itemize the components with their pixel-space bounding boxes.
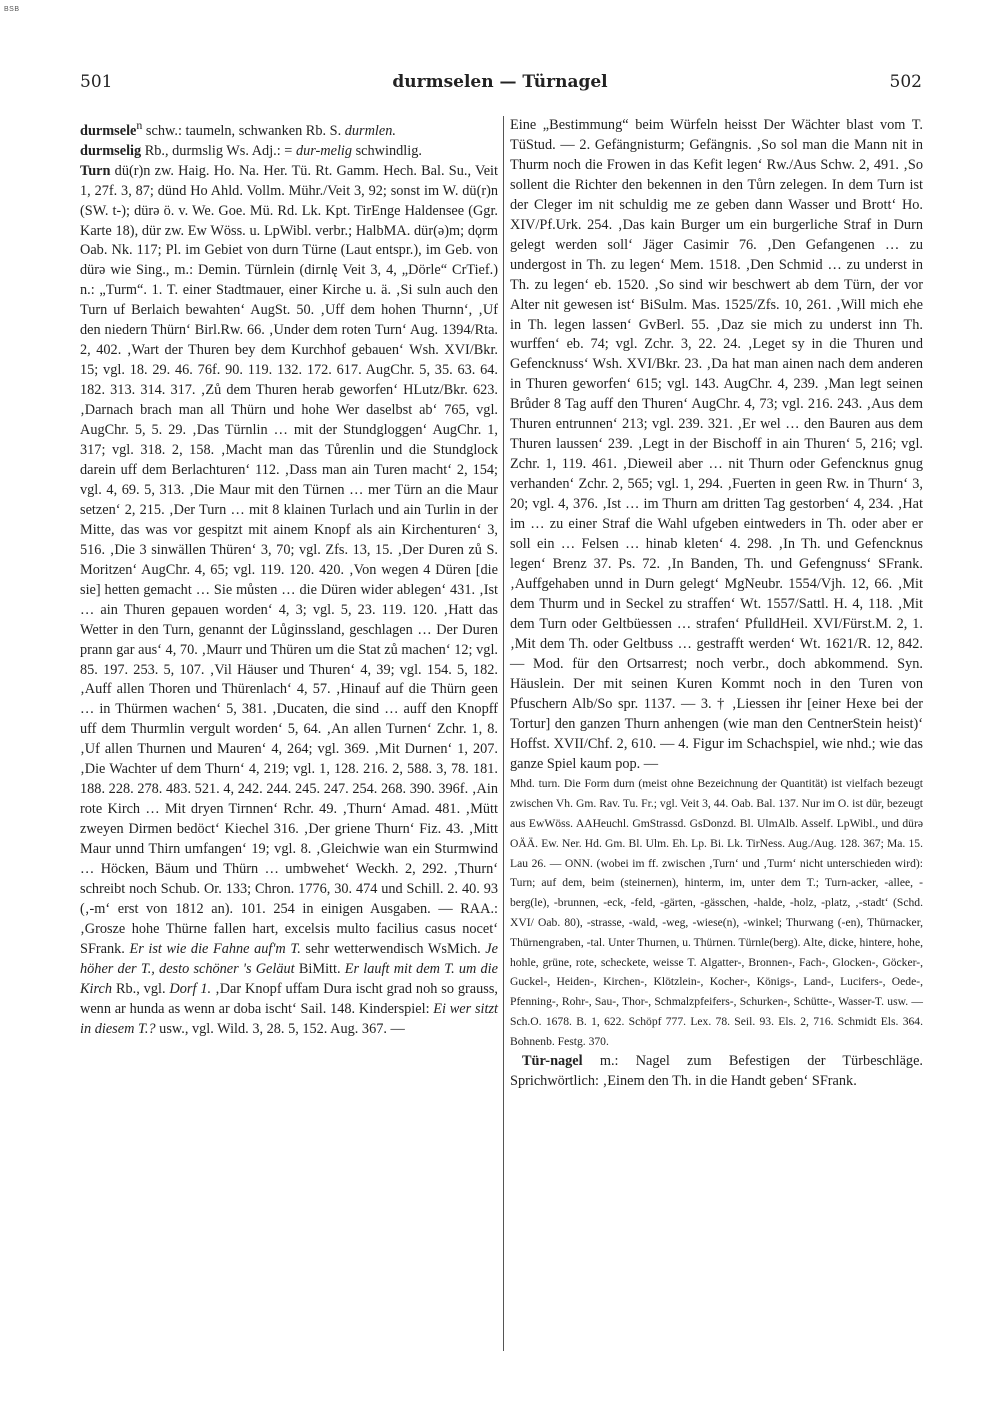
entry-text: Rb., vgl.: [112, 980, 170, 997]
entry-text: m.: Nagel zum Befestigen der Türbeschläge. Sprichwörtlich: ‚Einem den Th. in die Handt geben‘ SFrank.: [510, 1052, 923, 1089]
proverb: Ei wer sitzt in diesem T.?: [80, 1000, 498, 1037]
entry-text: BiMitt.: [294, 960, 345, 977]
entry-text: schw.: taumeln, schwanken Rb. S.: [142, 122, 345, 139]
entry-text: sehr wetterwendisch WsMich.: [300, 940, 486, 957]
left-column: [80, 116, 498, 1040]
entry-durmselig: [80, 142, 498, 162]
proverb: Er lauft mit dem T. um die Kirch: [80, 960, 499, 997]
lemma-durmselen: durmsele: [80, 122, 137, 139]
lemma-superscript: n: [136, 118, 143, 132]
entry-turnagel: [510, 1052, 923, 1092]
running-title: durmselen — Türnagel: [392, 72, 608, 92]
entry-crossref: durmlen.: [344, 122, 396, 139]
proverb: Dorf 1.: [169, 980, 212, 997]
proverb: Er ist wie die Fahne auf'm T.: [129, 940, 301, 957]
entry-text: Rb., durmslig Ws. Adj.: =: [141, 142, 296, 159]
library-stamp: BSB: [4, 6, 20, 13]
entry-text: usw., vgl. Wild. 3, 28. 5, 152. Aug. 367. —: [155, 1020, 405, 1037]
entry-text: schwindlig.: [352, 142, 422, 159]
entry-turn-continued: Eine „Bestimmung“ beim Würfeln heisst Der Wächter blast vom T. TüStud. — 2. Gefängnisturm; Gefängnis. ‚So sol man die Mann nit in Thurm noch die Frowen in das Kefit legen‘ Rw./Aus Schw. 2, 491. ‚So sollent die Richter den bekennen in den Tůrn zelegen. In dem Turn ist der Cleger im nit schuldig me ze geben dann Wasser und Brott‘ Ho. XIV/Pf.Urk. 254. ‚Das kain Burger um ein burgerliche Straf in Durn gelegt werden soll‘ Jäger Casimir 76. ‚Den Gefangenen … zu undergost in Th. zu legen‘ Mem. 1518. ‚Den Schmid … zu underst in Th. zu legen‘ eb. 1520. ‚So sind wir beschwert ab dem Türn, der vor Alter nit gewesen ist‘ BiSulm. Mas. 1525/Zfs. 10, 261. ‚Will mich ehe in Th. legen lassen‘ GvBerl. 55. ‚Daz sie mich zu underst inn Th. wurffen‘ eb. 74; vgl. Zchr. 3, 22. 24. ‚Leget sy in die Thuren und Gefencknuss‘ Wsh. XVI/Bkr. 23. ‚Da hat man ainen nach dem anderen in Thuren geworfen‘ 615; vgl. 143. AugChr. 4, 239. ‚Man legt seinen Brůder 8 Tag auff den Thuren‘ AugChr. 4, 73; vgl. 216. 243. ‚Aus dem Thuren entrunnen‘ 213; vgl. 239. 321. ‚Er wel … den Bauren aus dem Thuren laussen‘ 239. ‚Legt in der Bischoff in ain Thuren‘ 5, 216; vgl. Zchr. 1, 119. 461. ‚Dieweil aber … nit Thurn oder Gefencknus gnug verhanden‘ Zchr. 2, 565; vgl. 1, 294. ‚Fuerten in geen Rw. in Thurn‘ 3, 20; vgl. 4, 376. ‚Ist … im Thurn am dritten Tag gestorben‘ 4, 234. ‚Hat im … zu einer Straf die Wahl ufgeben eintweders in Th. oder aber er soll ein … Felsen … hinab kleten‘ 4. 298. ‚In Th. und Gefencknus legen‘ Brenz 37. Ps. 72. ‚In Banden, Th. und Gefengnuss‘ SFrank. ‚Auffgehaben unnd in Durn gelegt‘ MgNeubr. 1554/Vjh. 12, 66. ‚Mit dem Thurm und in Seckel zu straffen‘ Wt. 1557/Sattl. H. 4, 118. ‚Mit dem Turn oder Geltbüessen … strafen‘ PfulldHeil. XVI/Fürst.M. 2, 1. ‚Mit dem Th. oder Geltbuss … gestrafft werden‘ Wt. 1621/R. 12, 842. — Mod. für den Ortsarrest; noch verbr., doch abkommend. Syn. Häuslein. Der mit seinen Kuren Kommt noch in den Turen von Pfuschern Alb/So spr. 1137. — 3. † ‚Liessen ihr [einer Hexe bei der Tortur] den ganzen Thurn anhengen (wie man den CentnerStein heist)‘ Hoffst. XVII/Chf. 2, 610. — 4. Figur im Schachspiel, wie nhd.; wie das ganze Spiel kaum pop. —: [510, 117, 923, 772]
entry-text: dü(r)n zw. Haig. Ho. Na. Her. Tü. Rt. Gamm. Hech. Bal. Su., Veit 1, 27f. 3, 87; dünd Ho Ahld. Vollm. Mühr./Veit 3, 92; sonst im W. dü(r)n (SW. t-); dürə ö. v. We. Goe. Mü. Rd. Lk. Kpt. TirEnge Haldensee (Ggr. Karte 18), dür zw. Ew Wöss. u. LpWibl. verbr.; HalbMA. dür(ə)m; dǫrm Oab. Nk. 117; Pl. im Gebiet von durn Türne (Laut entspr.), im Geb. von dürə wie Sing., m.: Demin. Türnlein (dirnlę Veit 3, 4, „Dörle“ CrTief.) n.: „Turm“. 1. T. einer Stadtmauer, einer Kirche u. ä. ‚Si suln auch den Turn uf Berlaich bewahten‘ AugSt. 50. ‚Uff dem hohen Thurnn‘, ‚Uf den niedern Thürn‘ Birl.Rw. 66. ‚Under dem roten Turn‘ Aug. 1394/Rta. 2, 402. ‚Wart der Thuren bey dem Kurchhof gebauen‘ Wsh. XVI/Bkr. 15; vgl. 18. 29. 46. 76f. 90. 119. 132. 172. 617. AugChr. 5, 35. 63. 64. 182. 313. 314. 317. ‚Zů dem Thuren herab geworfen‘ HLutz/Bkr. 623. ‚Darnach brach man all Thürn und hohe Wer daselbst ab‘ 765, vgl. AugChr. 5, 5. 29. ‚Das Türnlin … mit der Stundgloggen‘ AugChr. 1, 317; vgl. 318. 2, 158. ‚Macht man das Tůrenlin und die Stundglock darein uff dem Berlachturen‘ 112. ‚Dass man ain Turen macht‘ 2, 154; vgl. 4, 69. 5, 313. ‚Die Maur mit den Türnen … mer Türn an die Maur setzen‘ 2, 215. ‚Der Turn … mit 8 klainen Turlach und ain Turlin in der Mitte, das was vor gespitzt mit ainem Knopf als ain Kirchenturen‘ 3, 516. ‚Die 3 sinwällen Thüren‘ 3, 70; vgl. Zfs. 13, 15. ‚Der Duren zů S. Moritzen‘ AugChr. 4, 65; vgl. 119. 120. 420. ‚Von wegen 4 Düren [die sie] hetten gemacht … Sie můsten … die Düren wider ablegen‘ 431. ‚Ist … ain Thuren gepauen worden‘ 4, 3; vgl. 5, 23. 119. 120. ‚Hatt das Wetter in den Turn, genannt der Lůginssland, geschlagen … Der Duren prann gar aus‘ 4, 70. ‚Maurr und Thüren um die Stat zů machen‘ 12; vgl. 85. 197. 253. 5, 107. ‚Vil Häuser und Thuren‘ 4, 39; vgl. 154. 5, 182. ‚Auff allen Thoren und Thürenlach‘ 4, 57. ‚Hinauf auf die Thürn geen … in Thürmen wachen‘ 5, 381. ‚Ducaten, die sind … auff den Knopff uff dem Thurmlin vergult worden‘ 5, 64. ‚An allen Turnen‘ Zchr. 1, 8. ‚Uf allen Thurnen und Mauren‘ 4, 264; vgl. 369. ‚Mit Durnen‘ 1, 207. ‚Die Wachter uf dem Thurn‘ 4, 219; vgl. 1, 128. 216. 2, 588. 3, 78. 181. 188. 228. 278. 483. 521. 4, 242. 244. 245. 247. 254. 268. 390. 396f. ‚Ain rote Kirch … Mit dryen Tirnnen‘ Rchr. 49. ‚Thurn‘ Amad. 481. ‚Mütt zweyen Dirmen bedöct‘ Kiechel 316. ‚Der griene Thurn‘ Fiz. 43. ‚Mitt Maur unnd Thirn umfangen‘ 19; vgl. 8. ‚Gleichwie wan ein Sturmwind … Höcken, Bäum und Thürn … umbwehet‘ Weckh. 2, 292. ‚Thurn‘ schreibt noch Schub. Or. 133; Chron. 1776, 30. 474 und Schill. 2. 40. 93 (‚-m‘ erst von 1812 an). 101. 254 in einigen Ausgaben. — RAA.: ‚Grosze hohe Thürne fallen hart, excelsis multo facilius casus nocet‘ SFrank.: [80, 162, 498, 957]
etymology-note: Mhd. turn. Die Form durn (meist ohne Bezeichnung der Quantität) ist vielfach bezeugt zwischen Vh. Gm. Rav. Tu. Fr.; vgl. Veit 3, 44. Oab. Bal. 137. Nur im O. ist dür, bezeugt aus EwWöss. AAHeuchl. GmStrassd. GsDonzd. Bl. UlmAlb. Asself. LpWibl., und dürə OÄÄ. Ew. Ner. Hd. Gm. Bl. Ulm. Eh. Lp. Bi. Lk. TirNess. Aug./Aug. 128. 367; Ma. 15. Lau 26. — ONN. (wobei im ff. zwischen ‚Turn‘ und ‚Turm‘ nicht unterschieden wird): Turn; auf dem, beim (steinernen), hinterm, im, unter dem T.; Turn-acker, -allee, -berg(le), -brunnen, -eck, -feld, -gärten, -gässchen, -halde, -holz, -platz, ‚-stadt‘ (Schd. XVI/ Oab. 80), -strasse, -wald, -weg, -wiese(n), -winkel; Thurwang (-en), Thürnacker, Thürnengraben, -tal. Unter Thurnen, u. Thürnen. Türnle(berg). Alte, dicke, hintere, hohe, hohle, grüne, rote, scheckete, weisse T. Algatter-, Bronnen-, Fach-, Glocken-, Göcker-, Guckel-, Heiden-, Kirchen-, Klötzlein-, Kocher-, Königs-, Land-, Lucifers-, Oede-, Pfenning-, Rohr-, Sau-, Thor-, Schmalzpfeifers-, Schurken-, Schütte-, Wasser-T. usw. — Sch.O. 1678. B. 1, 622. Schöpf 777. Lex. 78. Seil. 93. Els. 2, 716. Schmidt Els. 364. Bohnenb. Festg. 370.: [510, 777, 923, 1048]
page-header: [0, 72, 1000, 96]
lemma-turn: Turn: [80, 162, 111, 179]
entry-turn: [80, 162, 498, 1040]
lemma-turnagel: Tür-nagel: [522, 1052, 583, 1069]
proverb: Je höher der T., desto schöner 's Geläut: [80, 940, 498, 977]
right-column: [510, 116, 923, 1092]
entry-crossref: dur-melig: [295, 142, 353, 159]
entry-text: ‚Dar Knopf uffam Dura ischt grad noh so grauss, wenn ar hunda as wenn ar doba ischt‘ Sail. 148. Kinderspiel:: [80, 980, 498, 1017]
column-divider: [503, 116, 504, 1351]
page-number-right: 502: [889, 72, 922, 92]
page-number-left: 501: [80, 72, 113, 92]
entry-durmselen: [80, 116, 498, 142]
lemma-durmselig: durmselig: [80, 142, 142, 159]
